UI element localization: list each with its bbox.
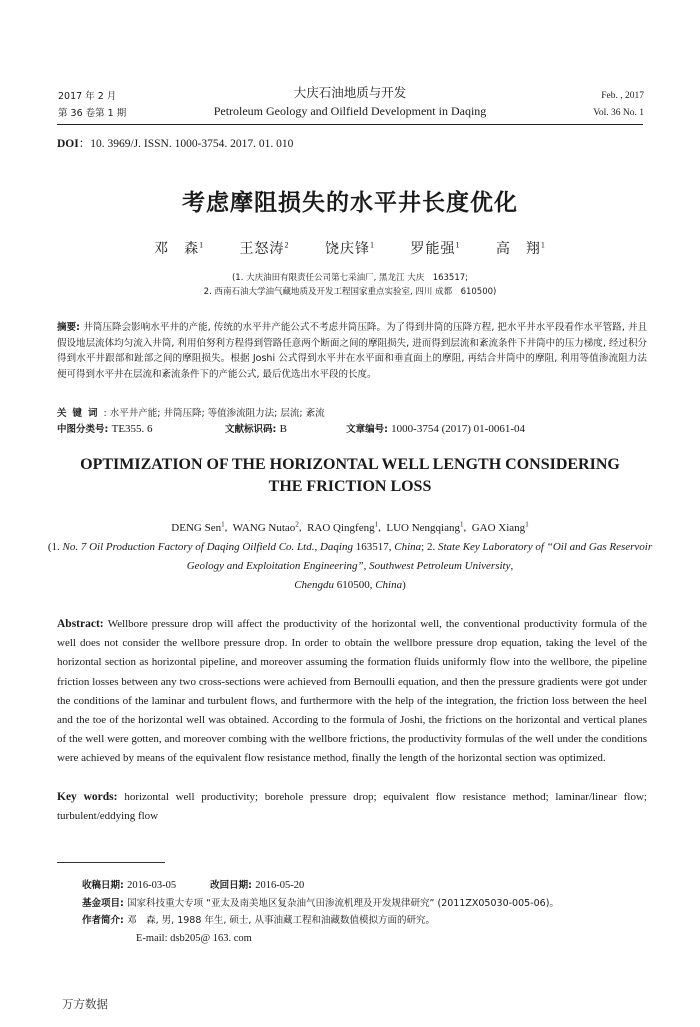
author-en: [386, 522, 463, 534]
author-name: 高 翔: [495, 241, 541, 257]
author-name: WANG Nutao: [232, 521, 296, 534]
issue-date-en: Feb. , 2017: [601, 91, 644, 101]
author-name: LUO Nengqiang: [386, 521, 460, 534]
fund-value: 国家科技重大专项 “亚太及南美地区复杂油气田渗流机理及开发规律研究” (2011ZX05030-005-06)。: [127, 897, 559, 909]
author-cn: [496, 238, 546, 258]
keywords-en-label: Key words: [57, 791, 114, 803]
author-bio-value: 邓 森, 男, 1988 年生, 硕士, 从事油藏工程和油藏数值模拟方面的研究。: [127, 915, 435, 926]
abstract-cn-label: 摘要:: [57, 322, 84, 333]
author-affiliation-mark: 1: [525, 520, 529, 528]
keywords-en-text: horizontal well productivity; borehole pressure drop; equivalent flow resistance method; laminar/linear flow; turbulent/eddying flow: [57, 791, 647, 823]
affiliation-cn-2: 2. 西南石油大学油气藏地质及开发工程国家重点实验室, 四川 成都 610500): [203, 287, 497, 297]
author-name: DENG Sen: [171, 521, 222, 534]
author-cn: [325, 238, 375, 258]
affiliation-en-1-org: No. 7 Oil Production Factory of Daqing Oilfield Co. Ltd.: [62, 541, 315, 553]
abstract-cn-text: 井筒压降会影响水平井的产能, 传统的水平井产能公式不考虑井筒压降。为了得到井筒的压降方程, 把水平井水平段看作水平管路, 并且假设地层流体均匀流入井筒, 利用伯努利方程得到管路任意两个断面之间的摩阻损失, 进而得到层流和紊流条件下井筒中的压力梯度, 经过积分得到水平井跟部和趾部之间的摩阻损失。根据 Joshi 公式得到水平井在水平面和垂直面上的摩阻, 再结合井筒中的摩阻, 利用等值渗流阻力法便可得到水平井在层流和紊流条件下的产能公式, 最后优选出水平段的长度。: [57, 322, 648, 380]
authors-en: DENG Sen$^1$, WANG Nutao$^2$, RAO Qingfeng$^1$, LUO Nengqiang$^1$, GAO Xiang$^1$: [171, 520, 529, 534]
affiliation-en-2-lab: State Key Laboratory of: [437, 541, 544, 553]
author-affiliation-mark: 1: [459, 520, 464, 528]
classification-row: [57, 421, 657, 435]
article-number: [346, 421, 525, 435]
author-cn: [240, 238, 290, 258]
author-en: [472, 522, 529, 534]
author-affiliation-mark: 2: [295, 520, 299, 528]
article-number-label: 文章编号:: [346, 424, 392, 435]
wanfang-watermark: 万方数据: [62, 997, 108, 1011]
affiliations-en: (1. No. 7 Oil Production Factory of Daqing Oilfield Co. Ltd., Daqing 163517, China; 2. State Key Laboratory of “Oil and Gas Reservoir Geology and Exploitation Engineering”, Southwest Petroleum University, Chengdu 610500, China): [47, 541, 653, 591]
affiliation-en-1-city: Daqing: [319, 541, 353, 553]
author-name: GAO Xiang: [471, 521, 526, 534]
document-code-value: B: [279, 423, 287, 435]
header-rule: [57, 124, 643, 125]
author-en: [233, 522, 299, 534]
abstract-en-text: Wellbore pressure drop will affect the productivity of the horizontal well, the conventional productivity formula of the well does not consider the wellbore pressure drop. In order to obtain the wellbore pressure drop equation, taking the level of the horizontal section as horizontal pipeline, and moreover assuming the formation fluids uniformly flow into the wellbore, the pipeline friction losses between any two cross-sections were achieved from Bernoulli equation, and then the pressure gradients were got under the conditions of the laminar and turbulent flows, and furthermore with the help of the integration, the friction loss between the heel and the toe of the horizontal well was obtained. According to the formula of Joshi, the frictions on the horizontal and vertical planes of the well were gotten, and moreover combing with the wellbore frictions, the productivity formulas of the well under the conditions were achieved by means of the equivalent flow resistance method, finally the length of the horizontal section was optimized.: [57, 618, 647, 765]
affiliation-en-2-lab-name: “Oil and Gas Reservoir Geology and Exploitation Engineering”: [186, 541, 653, 572]
keywords-en-colon: :: [113, 791, 125, 803]
fund-label: 基金项目:: [82, 897, 128, 909]
issue-volume-cn: 第 36 卷第 1 期: [58, 108, 127, 119]
author-affiliation-mark: 1: [540, 240, 546, 250]
clc-number: [57, 421, 222, 435]
document-code-label: 文献标识码:: [225, 424, 280, 435]
affiliation-cn-1: (1. 大庆油田有限责任公司第七采油厂, 黑龙江 大庆 163517;: [231, 273, 469, 283]
doi-label: DOI: [57, 138, 79, 150]
affiliation-en-1-country: China: [394, 541, 422, 553]
doi-value[interactable]: 10. 3969/J. ISSN. 1000-3754. 2017. 01. 010: [90, 138, 294, 150]
authors-cn: [0, 238, 700, 258]
author-affiliation-mark: 1: [455, 240, 461, 250]
author-affiliation-mark: 1: [221, 520, 225, 528]
journal-name-en: Petroleum Geology and Oilfield Development in Daqing: [213, 104, 487, 118]
doi-line: [57, 135, 293, 151]
abstract-en-colon: :: [99, 618, 108, 630]
author-en: [171, 522, 224, 534]
affiliation-en-2-zip: 610500: [336, 579, 370, 591]
author-cn: [154, 238, 204, 258]
header-right: [593, 88, 644, 122]
clc-value: TE355. 6: [111, 423, 153, 435]
author-cn: [410, 238, 460, 258]
document-code: [225, 421, 343, 435]
author-affiliation-mark: 2: [284, 240, 290, 250]
issue-volume-en: Vol. 36 No. 1: [593, 108, 644, 118]
affiliation-en-2-city: Chengdu: [294, 579, 334, 591]
author-bio-label: 作者简介:: [82, 915, 128, 926]
footnote-dates: [82, 877, 662, 895]
keywords-cn-label: 关键词: [57, 408, 104, 419]
paper-title-cn: 考虑摩阻损失的水平井长度优化: [182, 190, 518, 216]
affiliation-close-paren: ): [402, 579, 406, 591]
abstract-cn: [57, 320, 647, 382]
affiliation-en-1-zip: 163517: [355, 541, 389, 553]
keywords-cn-text: : 水平井产能; 井筒压降; 等值渗流阻力法; 层流; 紊流: [103, 408, 325, 419]
affiliation-en-2-university: Southwest Petroleum University: [369, 560, 511, 572]
author-affiliation-mark: 1: [199, 240, 205, 250]
footnote-bio: [82, 912, 662, 930]
author-name: 王怒涛: [239, 241, 285, 257]
revised-date-value: 2016-05-20: [255, 880, 305, 891]
author-name: 罗能强: [410, 241, 456, 257]
doi-colon: ：: [78, 138, 91, 150]
issue-date-cn: 2017 年 2 月: [58, 91, 117, 102]
author-name: RAO Qingfeng: [307, 521, 375, 534]
affiliations-cn: [0, 271, 700, 299]
footnote: [82, 877, 662, 947]
paper-title-en: [0, 454, 700, 498]
author-name: 饶庆锋: [325, 241, 370, 257]
keywords-en: [57, 788, 647, 826]
revised-date-label: 改回日期:: [210, 880, 256, 891]
affiliation-open-paren: (1.: [47, 541, 63, 553]
author-name: 邓 森: [154, 241, 200, 257]
clc-label: 中图分类号:: [57, 424, 112, 435]
affiliation-en-2-number: 2.: [426, 541, 438, 553]
received-date-label: 收稿日期:: [82, 880, 128, 891]
keywords-cn: [57, 405, 325, 419]
abstract-en-label: Abstract: [57, 618, 100, 630]
footnote-fund: [82, 895, 662, 913]
journal-name-cn: 大庆石油地质与开发: [293, 85, 407, 100]
abstract-en: [57, 615, 647, 769]
author-en: [307, 522, 378, 534]
author-affiliation-mark: 1: [374, 520, 379, 528]
author-affiliation-mark: 1: [370, 240, 375, 250]
received-date-value: 2016-03-05: [127, 880, 177, 891]
paper-title-en-line2: THE FRICTION LOSS: [268, 478, 432, 495]
author-email[interactable]: E-mail: dsb205@ 163. com: [136, 932, 252, 944]
paper-title-en-line1: OPTIMIZATION OF THE HORIZONTAL WELL LENGTH CONSIDERING: [80, 456, 620, 473]
footnote-rule: [57, 862, 165, 863]
affiliation-en-2-country: China: [375, 579, 403, 591]
article-number-value: 1000-3754 (2017) 01-0061-04: [391, 423, 525, 435]
